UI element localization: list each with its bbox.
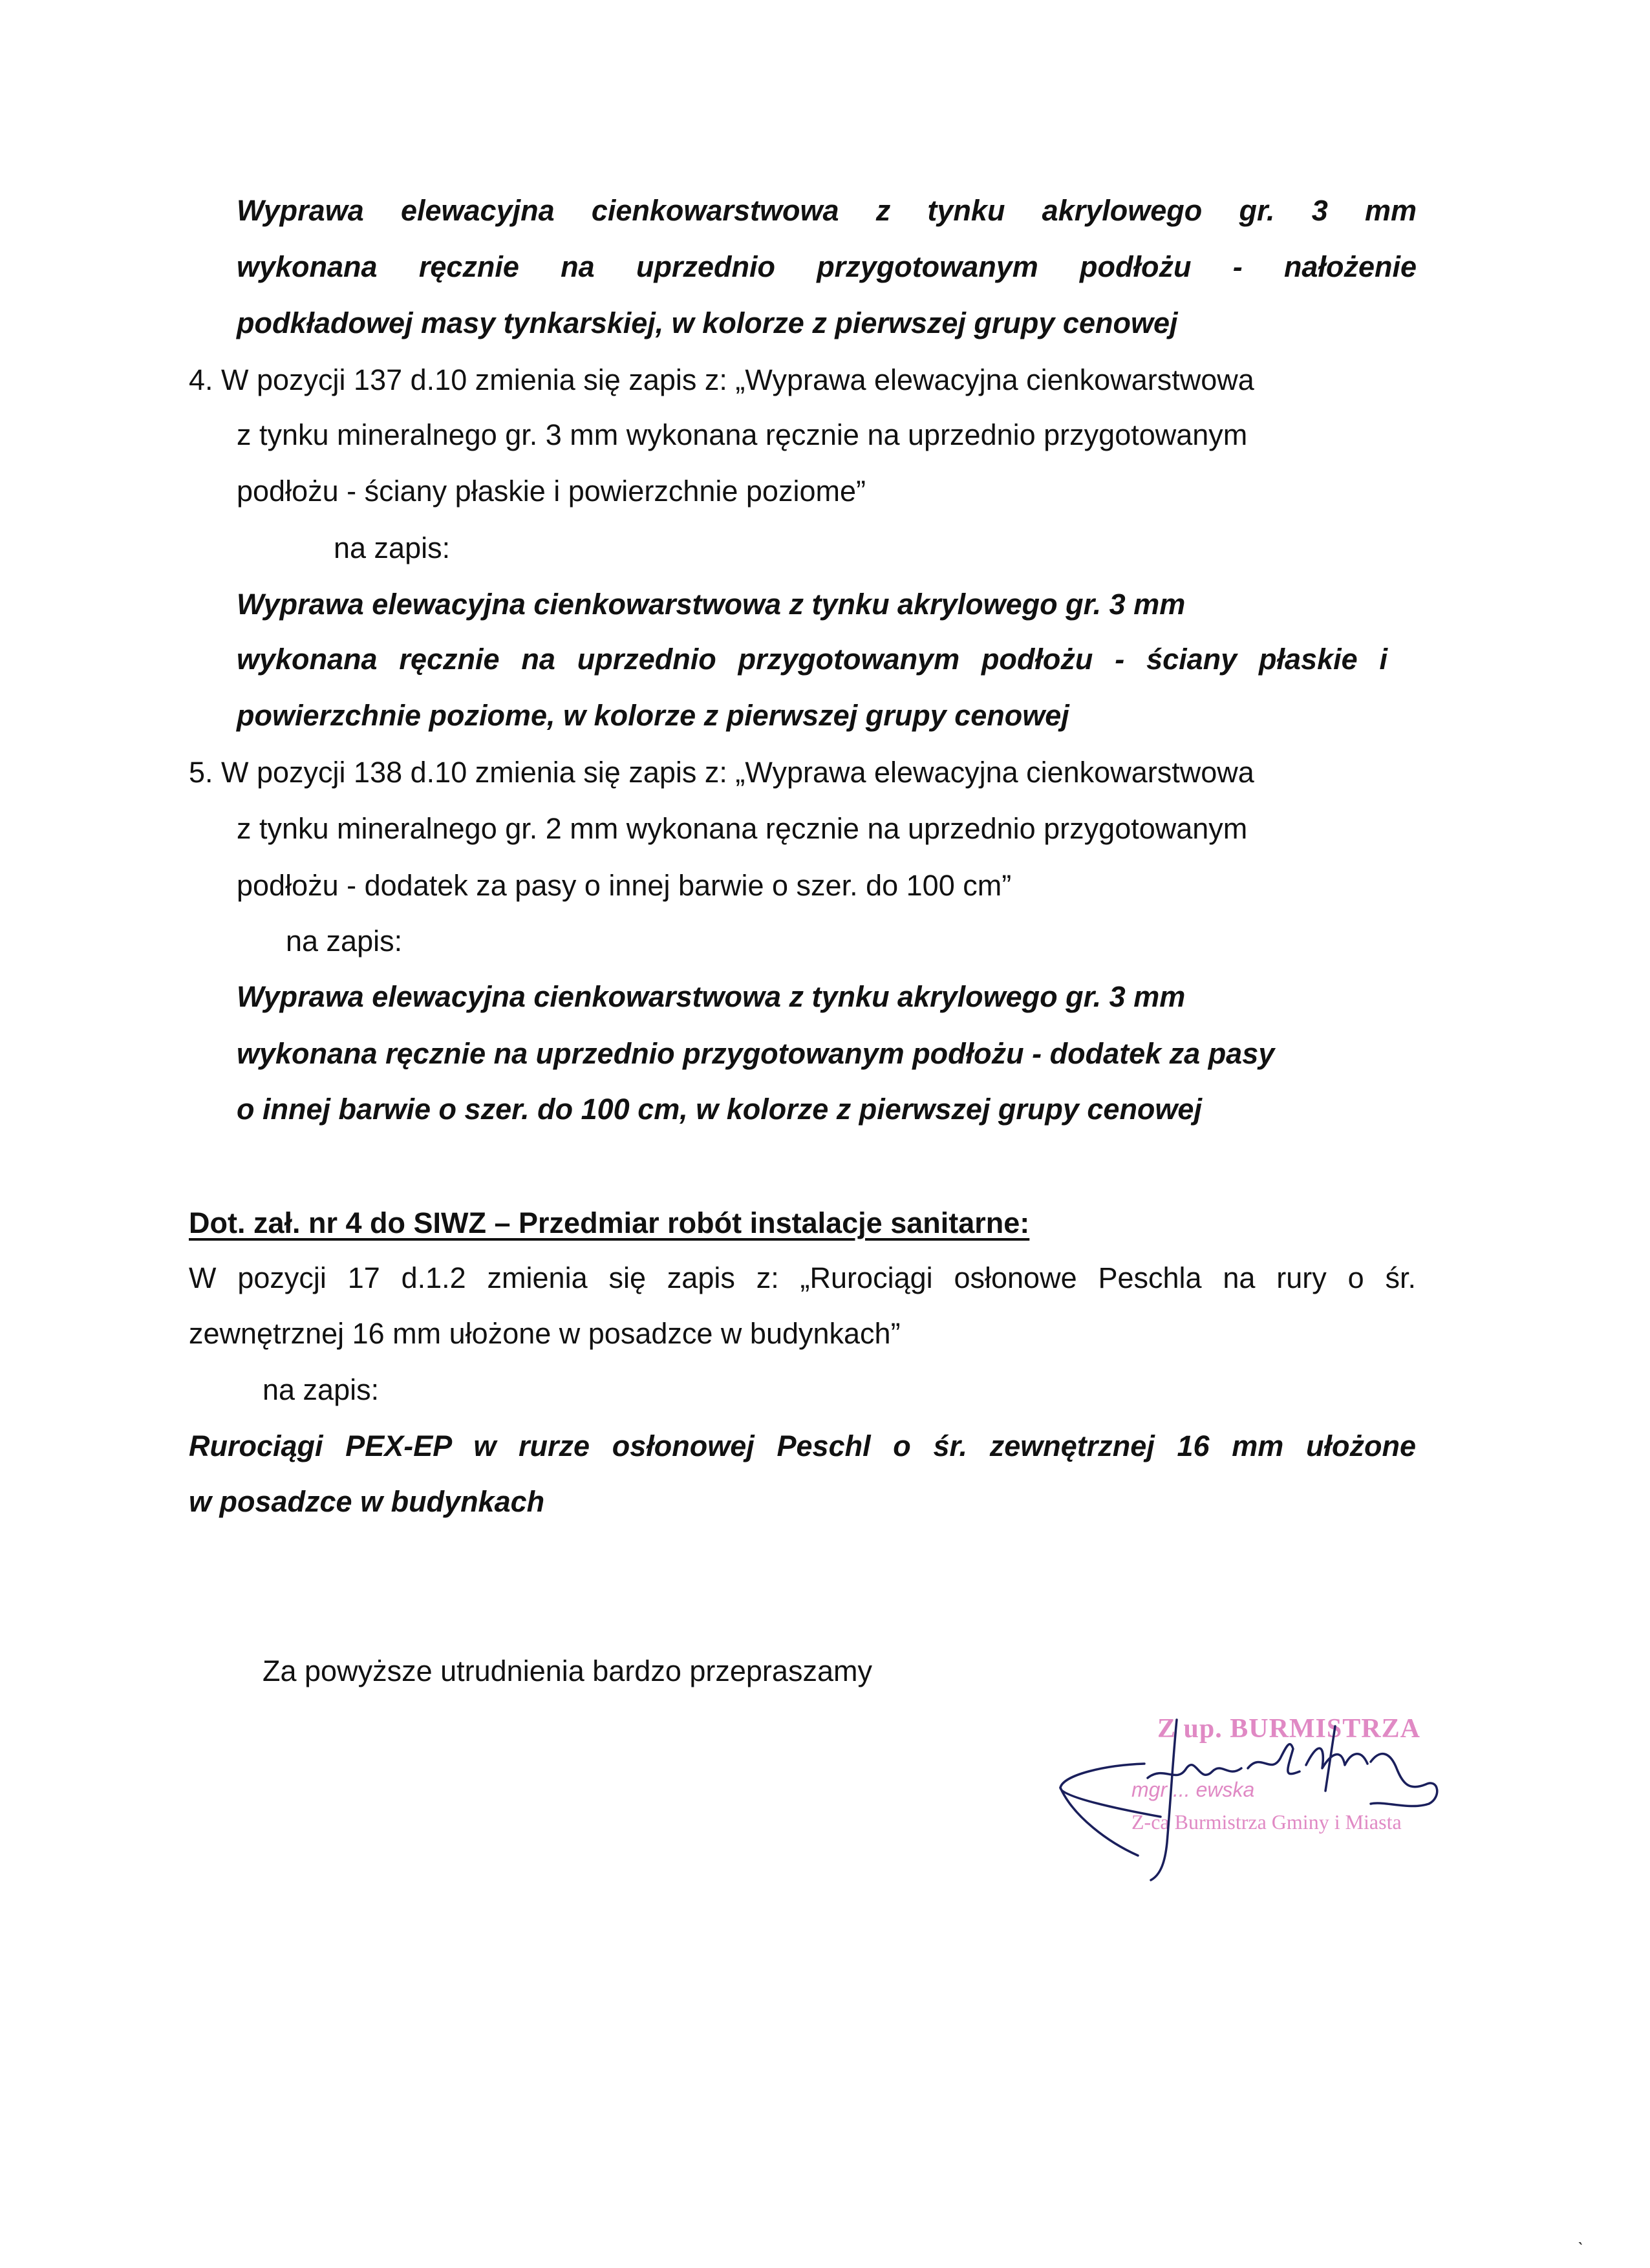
na-zapis-label: na zapis: xyxy=(262,1373,380,1406)
replacement-text: w posadzce w budynkach xyxy=(189,1485,545,1518)
paragraph-line: podkładowej masy tynkarskiej, w kolorze z pierwszej grupy cenowej xyxy=(237,306,1178,339)
replacement-text: powierzchnie poziome, w kolorze z pierwszej grupy cenowej xyxy=(237,699,1069,732)
stamp-role: Z-ca Burmistrza Gminy i Miasta xyxy=(1131,1810,1402,1834)
list-item-5-line: z tynku mineralnego gr. 2 mm wykonana ręcznie na uprzednio przygotowanym xyxy=(237,812,1248,845)
scan-mark: ˎ xyxy=(1578,2224,1584,2245)
list-item-5-line: podłożu - dodatek za pasy o innej barwie o szer. do 100 cm” xyxy=(237,869,1012,902)
replacement-text: Wyprawa elewacyjna cienkowarstwowa z tynku akrylowego gr. 3 mm xyxy=(237,980,1186,1013)
paragraph-line: wykonana ręcznie na uprzednio przygotowanym podłożu - nałożenie xyxy=(237,250,1417,283)
paragraph-line: Wyprawa elewacyjna cienkowarstwowa z tynku akrylowego gr. 3 mm xyxy=(237,194,1417,227)
replacement-text: Rurociągi PEX-EP w rurze osłonowej Peschl o śr. zewnętrznej 16 mm ułożone xyxy=(189,1429,1416,1462)
replacement-text: wykonana ręcznie na uprzednio przygotowanym podłożu - dodatek za pasy xyxy=(237,1037,1275,1070)
paragraph-line: zewnętrznej 16 mm ułożone w posadzce w budynkach” xyxy=(189,1317,901,1350)
list-item-4: 4. W pozycji 137 d.10 zmienia się zapis z: „Wyprawa elewacyjna cienkowarstwowa xyxy=(189,363,1254,396)
list-item-4-line: podłożu - ściany płaskie i powierzchnie poziome” xyxy=(237,475,866,508)
na-zapis-label: na zapis: xyxy=(334,531,451,564)
official-stamp xyxy=(1047,1713,1513,1881)
paragraph-line: W pozycji 17 d.1.2 zmienia się zapis z: „Rurociągi osłonowe Peschla na rury o śr. xyxy=(189,1261,1416,1294)
handwritten-signature xyxy=(1047,1713,1513,1881)
list-item-5: 5. W pozycji 138 d.10 zmienia się zapis z: „Wyprawa elewacyjna cienkowarstwowa xyxy=(189,756,1254,789)
section-heading: Dot. zał. nr 4 do SIWZ – Przedmiar robót instalacje sanitarne: xyxy=(189,1206,1030,1239)
na-zapis-label: na zapis: xyxy=(286,925,403,957)
stamp-name: mgr ... ewska xyxy=(1131,1778,1255,1801)
replacement-text: Wyprawa elewacyjna cienkowarstwowa z tynku akrylowego gr. 3 mm xyxy=(237,588,1186,621)
replacement-text: wykonana ręcznie na uprzednio przygotowanym podłożu - ściany płaskie i xyxy=(237,643,1388,676)
list-item-4-line: z tynku mineralnego gr. 3 mm wykonana ręcznie na uprzednio przygotowanym xyxy=(237,418,1248,451)
closing-sentence: Za powyższe utrudnienia bardzo przepraszamy xyxy=(262,1654,872,1687)
stamp-title: Z up. BURMISTRZA xyxy=(1157,1714,1420,1744)
replacement-text: o innej barwie o szer. do 100 cm, w kolorze z pierwszej grupy cenowej xyxy=(237,1093,1202,1126)
